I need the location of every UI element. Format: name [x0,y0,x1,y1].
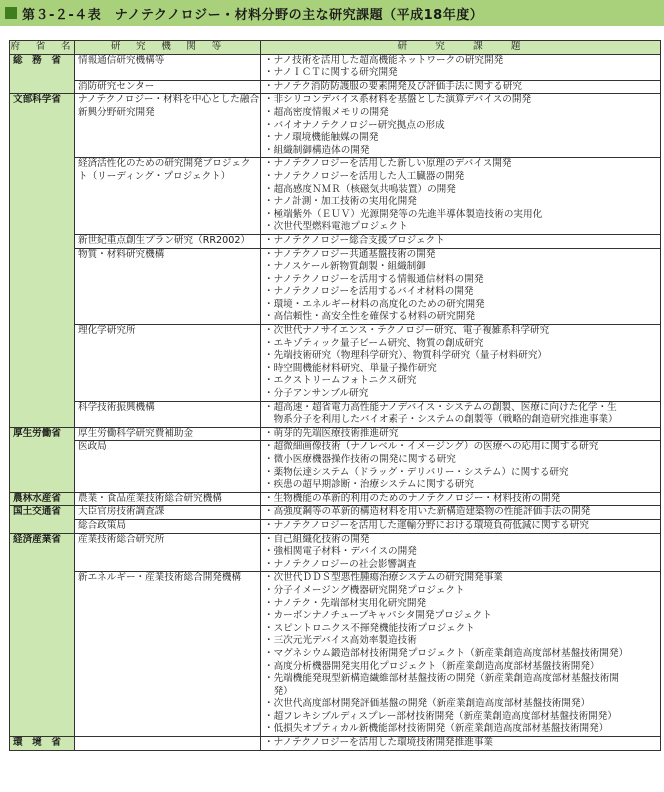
topic: ・ナノテクノロジーを活用するバイオ材料の開発 [264,286,474,298]
ministry-cell: 経済産業省 [10,533,75,572]
topic: ・萌芽的先端医療技術推進研究 [264,427,399,439]
topic: ・高度分析機器開発実用化プロジェクト（新産業創造高度部材基盤技術開発） [264,660,600,672]
topic: ・次世代ナノサイエンス・テクノロジー研究、電子複雑系科学研究 [264,325,550,337]
ministry-cell: 厚生労働省 [10,427,75,441]
institution-cell: 厚生労働科学研究費補助金 [75,427,261,441]
topics-cell [261,158,661,235]
topic: 物系分子を利用したバイオ素子・システムの創製等（戦略的創造研究推進事業） [264,414,618,426]
table-row [10,533,661,572]
institution-cell: 情報通信研究機構等 [75,54,261,80]
topic: ・ナノ技術を活用した超高機能ネットワークの研究開発 [264,54,504,66]
topic: 発） [264,685,293,697]
topic: ・ナノテク消防防護服の要素開発及び評価手法に関する研究 [264,80,522,92]
topic: ・高信頼性・高安全性を確保する材料の研究開発 [264,311,476,323]
topics-cell [261,401,661,427]
topic: ・非シリコンデバイス系材料を基盤とした演算デバイスの開発 [264,94,532,106]
ministry-cell [10,325,75,402]
topic: ・環境・エネルギー材料の高度化のための研究開発 [264,298,485,310]
topic: ・疾患の超早期診断・治療システムに関する研究 [264,479,475,491]
research-table [9,40,661,751]
ministry-cell: 総 務 省 [10,54,75,80]
topics-cell [261,533,661,572]
topic: ・マグネシウム鍛造部材技術開発プロジェクト（新産業創造高度部材基盤技術開発） [264,647,629,659]
table-row [10,234,661,248]
topic: ・ナノテクノロジーを活用する情報通信材料の開発 [264,273,484,285]
institution-cell: 農業・食品産業技術総合研究機構 [75,492,261,506]
institution-cell: 新世紀重点創生プラン研究（RR2002） [75,234,261,248]
topic: ・超高密度情報メモリの開発 [264,106,389,118]
topic: ・薬物伝達システム（ドラッグ・デリバリー・システム）に関する研究 [264,466,569,478]
topic: ・微小医療機器操作技術の開発に関する研究 [264,454,456,465]
table-row [10,506,661,520]
topic: ・次世代高度部材開発評価基盤の開発（新産業創造高度部材基盤技術開発） [264,698,591,710]
topic: ・ナノテク・先端部材実用化研究開発 [264,597,427,609]
topic: ・ナノＩＣＴに関する研究開発 [264,67,398,79]
topic: ・バイオナノテクノロジー研究拠点の形成 [264,119,445,131]
topic: ・生物機能の革新的利用のためのナノテクノロジー・材料技術の開発 [264,492,561,504]
topic: ・ナノスケール新物質創製・組織制御 [264,261,426,273]
table-row [10,427,661,441]
topic: ・ナノテクノロジーを活用した運輸分野における環境負荷低減に関する研究 [264,519,589,531]
ministry-cell [10,441,75,492]
page-title: 第３-２-４表 ナノテクノロジー・材料分野の主な研究課題（平成18年度） [22,7,484,23]
topics-cell [261,572,661,737]
topic: ・超高速・超省電力高性能ナノデバイス・システムの創製、医療に向けた化学・生 [264,401,617,413]
header-topics: 研 究 課 題 [261,41,661,55]
institution-cell: 総合政策局 [75,519,261,533]
ministry-cell [10,519,75,533]
topics-cell [261,80,661,94]
institution-cell: 新エネルギー・産業技術総合開発機構 [75,572,261,737]
institution-cell [75,737,261,751]
header-ministry: 府 省 名 [10,41,75,55]
ministry-cell [10,572,75,737]
topic: ・高強度鋼等の革新的構造材料を用いた新構造建築物の性能評価手法の開発 [264,506,591,518]
topics-cell [261,519,661,533]
topic: ・超フレキシブルディスプレー部材技術開発（新産業創造高度部材基盤技術開発） [264,710,617,722]
table-row [10,572,661,737]
topic: ・組織制御構造体の開発 [264,144,370,156]
institution-cell: 科学技術振興機構 [75,401,261,427]
topics-cell [261,737,661,751]
institution-cell: 理化学研究所 [75,325,261,402]
table-row [10,519,661,533]
ministry-cell: 農林水産省 [10,492,75,506]
table-row [10,94,661,158]
topics-cell [261,325,661,402]
table-row [10,54,661,80]
institution-cell: 産業技術総合研究所 [75,533,261,572]
table-row [10,492,661,506]
topic: ・ナノテクノロジー総合支援プロジェクト [264,234,445,246]
topics-cell [261,506,661,520]
title-bar [0,0,664,26]
table-row [10,441,661,492]
topic: ・エクストリームフォトニクス研究 [264,375,417,387]
topic: ・低損失オプティカル新機能部材技術開発（新産業創造高度部材基盤技術開発） [264,723,609,735]
ministry-cell: 国土交通省 [10,506,75,520]
topics-cell [261,94,661,158]
topic: ・ナノテクノロジーを活用した人工臓器の開発 [264,170,465,182]
topic: ・自己組織化技術の開発 [264,533,370,545]
topic: ・極端紫外（ＥＵＶ）光源開発等の先進半導体製造技術の実用化 [264,208,543,220]
ministry-cell [10,158,75,235]
table-row [10,401,661,427]
topic: ・カーボンナノチューブキャパシタ開発プロジェクト [264,610,492,622]
ministry-cell: 文部科学省 [10,94,75,158]
topic: ・次世代ＤＤＳ型悪性腫瘍治療システムの研究開発事業 [264,572,503,584]
header-institution: 研 究 機 関 等 [75,41,261,55]
ministry-cell [10,248,75,325]
ministry-cell: 環 境 省 [10,737,75,751]
institution-cell: 医政局 [75,441,261,492]
topic: ・ナノテクノロジーの社会影響調査 [264,558,417,570]
topics-cell [261,54,661,80]
institution-cell: 大臣官房技術調査課 [75,506,261,520]
topic: ・超微細画像技術（ナノレベル・イメージング）の医療への応用に関する研究 [264,441,599,453]
topics-cell [261,441,661,492]
topic: ・ナノテクノロジーを活用した新しい原理のデバイス開発 [264,158,512,170]
topic: ・次世代型燃料電池プロジェクト [264,221,408,233]
table-row [10,737,661,751]
topics-cell [261,427,661,441]
institution-cell: 経済活性化のための研究開発プロジェクト（リーディング・プロジェクト） [75,158,261,235]
institution-cell: 物質・材料研究機構 [75,248,261,325]
topic: ・先端技術研究（物理科学研究）、物質科学研究（量子材料研究） [264,350,548,362]
table-row [10,325,661,402]
topic: ・三次元光デバイス高効率製造技術 [264,635,417,647]
ministry-cell [10,80,75,94]
topics-cell [261,234,661,248]
topic: ・分子イメージング機器研究開発プロジェクト [264,584,465,596]
topic: ・ナノ環境機能触媒の開発 [264,132,379,144]
topic: ・強相関電子材料・デバイスの開発 [264,546,417,558]
table-row [10,248,661,325]
topic: ・ナノテクノロジー共通基盤技術の開発 [264,248,436,260]
topic: ・エキゾティック量子ビーム研究、物質の創成研究 [264,337,484,349]
topic: ・ナノテクノロジーを活用した環境技術開発推進事業 [264,737,494,749]
table-row [10,158,661,235]
table-row [10,80,661,94]
topic: ・先端機能発現型新構造繊維部材基盤技術の開発（新産業創造高度部材基盤技術開 [264,673,619,685]
institution-cell: 消防研究センター [75,80,261,94]
ministry-cell [10,234,75,248]
topics-cell [261,248,661,325]
ministry-cell [10,401,75,427]
topics-cell [261,492,661,506]
table-body [10,54,661,750]
topic: ・スピントロニクス不揮発機能技術プロジェクト [264,622,475,634]
title-marker-icon [5,7,17,19]
institution-cell: ナノテクノロジー・材料を中心とした融合新興分野研究開発 [75,94,261,158]
topic: ・ナノ計測・加工技術の実用化開発 [264,196,417,208]
topic: ・分子アンサンブル研究 [264,388,369,400]
topic: ・時空間機能材料研究、単量子操作研究 [264,362,437,374]
topic: ・超高感度ＮＭＲ（核磁気共鳴装置）の開発 [264,183,456,195]
